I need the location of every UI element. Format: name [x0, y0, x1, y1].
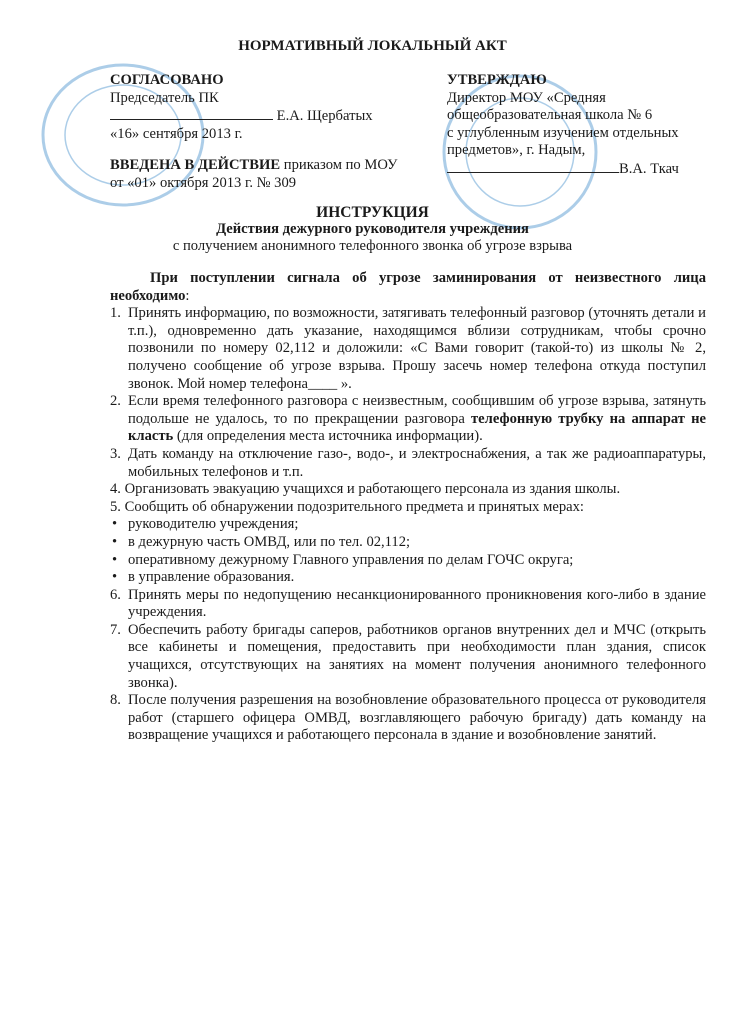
bullet-text: оперативному дежурному Главного управления по делам ГОЧС округа; — [128, 551, 574, 568]
approved-line: общеобразовательная школа № 6 — [447, 107, 653, 123]
approved-line: с углубленным изучением отдельных — [447, 124, 679, 141]
instruction-subtitle-2: с получением анонимного телефонного звонка об угрозе взрыва — [172, 238, 573, 254]
item-text: Если время телефонного разговора с неизвестным, сообщившим об угрозе взрыва, затянуть подольше не удалось, то по прекращении разговора — [128, 393, 706, 427]
approved-line: предметов», г. Надым, — [447, 142, 586, 158]
bullet-icon: • — [112, 533, 118, 550]
item-text: Принять информацию, по возможности, затягивать телефонный разговор (уточнять детали и т.п.), одновременно дать указание, находящимся вблизи сотрудникам, чтобы срочно позвонили по номеру 02,112 и доложили: «С Вами говорит (такой-то) из школы № 2, получено сообщение об угрозе взрыва. Прошу засечь номер телефона откуда поступил звонок. Мой номер телефона____ ». — [128, 305, 706, 392]
order-reference: от «01» октября 2013 г. № 309 — [110, 174, 297, 191]
list-item — [110, 393, 706, 446]
item-text: Дать команду на отключение газо-, водо-, и электроснабжения, а так же радиоаппаратуры, мобильных телефонов и т.п. — [128, 445, 706, 480]
intro-text: При поступлении сигнала об угрозе заминирования от неизвестного лица необходимо — [110, 270, 706, 304]
item-number: 2. — [110, 393, 121, 410]
signature-line — [447, 160, 619, 173]
agreed-position: Председатель ПК — [110, 89, 219, 106]
item-text: Организовать эвакуацию учащихся и работающего персонала из здания школы. — [124, 481, 621, 498]
item-text: Сообщить об обнаружении подозрительного предмета и принятых мерах: — [124, 498, 584, 515]
list-item — [110, 499, 706, 517]
instruction-header — [0, 204, 745, 255]
bullet-text: в дежурную часть ОМВД, или по тел. 02,112; — [128, 533, 411, 550]
enacted-label: ВВЕДЕНА В ДЕЙСТВИЕ — [110, 157, 281, 173]
bullet-text: руководителю учреждения; — [128, 516, 299, 533]
list-item — [110, 481, 706, 499]
bullet-item — [110, 569, 706, 587]
document-title: НОРМАТИВНЫЙ ЛОКАЛЬНЫЙ АКТ — [238, 38, 507, 54]
list-item — [110, 446, 706, 481]
item-number: 8. — [110, 692, 121, 709]
item-number: 3. — [110, 445, 121, 462]
approved-line: Директор МОУ «Средняя — [447, 89, 606, 106]
item-text: Обеспечить работу бригады саперов, работников органов внутренних дел и МЧС (открыть все кабинеты и помещения, предоставить при необходимости план здания, список учащихся, отсутствующих на занятиях на момент получения анонимного телефонного звонка). — [128, 621, 706, 691]
item-number: 5. — [110, 498, 121, 515]
item-text: Принять меры по недопущению несанкционированного проникновения кого-либо в здание учреждения. — [128, 586, 706, 621]
list-item — [110, 587, 706, 622]
item-number: 7. — [110, 621, 121, 638]
intro-paragraph — [110, 270, 706, 305]
list-item — [110, 622, 706, 692]
approved-block — [447, 72, 679, 178]
list-item — [110, 692, 706, 745]
item-number: 6. — [110, 586, 121, 603]
item-number: 4. — [110, 481, 121, 498]
bullet-icon: • — [112, 569, 118, 586]
agreed-signer: Е.А. Щербатых — [276, 108, 373, 124]
enacted-text: приказом по МОУ — [280, 157, 398, 173]
agreed-heading: СОГЛАСОВАНО — [110, 72, 224, 88]
item-bold-text: телефонную трубку на аппарат не класть — [128, 410, 706, 445]
item-number: 1. — [110, 305, 121, 322]
bullet-item — [110, 534, 706, 552]
bullet-icon: • — [112, 516, 118, 533]
approved-heading: УТВЕРЖДАЮ — [447, 72, 547, 88]
item-text: (для определения места источника информации). — [173, 428, 483, 445]
item-text: После получения разрешения на возобновление образовательного процесса от руководителя работ (старшего офицера ОМВД, возглавляющего рабочую бригаду) дать команду на возвращение учащихся и работающего персонала в здание и возобновление занятий. — [128, 692, 706, 744]
instruction-body — [110, 270, 706, 745]
bullet-icon: • — [112, 551, 118, 568]
instruction-heading: ИНСТРУКЦИЯ — [316, 204, 429, 221]
list-item — [110, 305, 706, 393]
approved-signer: В.А. Ткач — [619, 160, 679, 177]
bullet-item — [110, 516, 706, 534]
bullet-item — [110, 552, 706, 570]
signature-line — [110, 107, 273, 120]
agreed-block — [110, 72, 397, 192]
bullet-text: в управление образования. — [128, 569, 295, 586]
instruction-subtitle: Действия дежурного руководителя учреждения — [216, 221, 529, 237]
agreed-date: «16» сентября 2013 г. — [110, 125, 243, 142]
intro-colon: : — [185, 287, 190, 304]
